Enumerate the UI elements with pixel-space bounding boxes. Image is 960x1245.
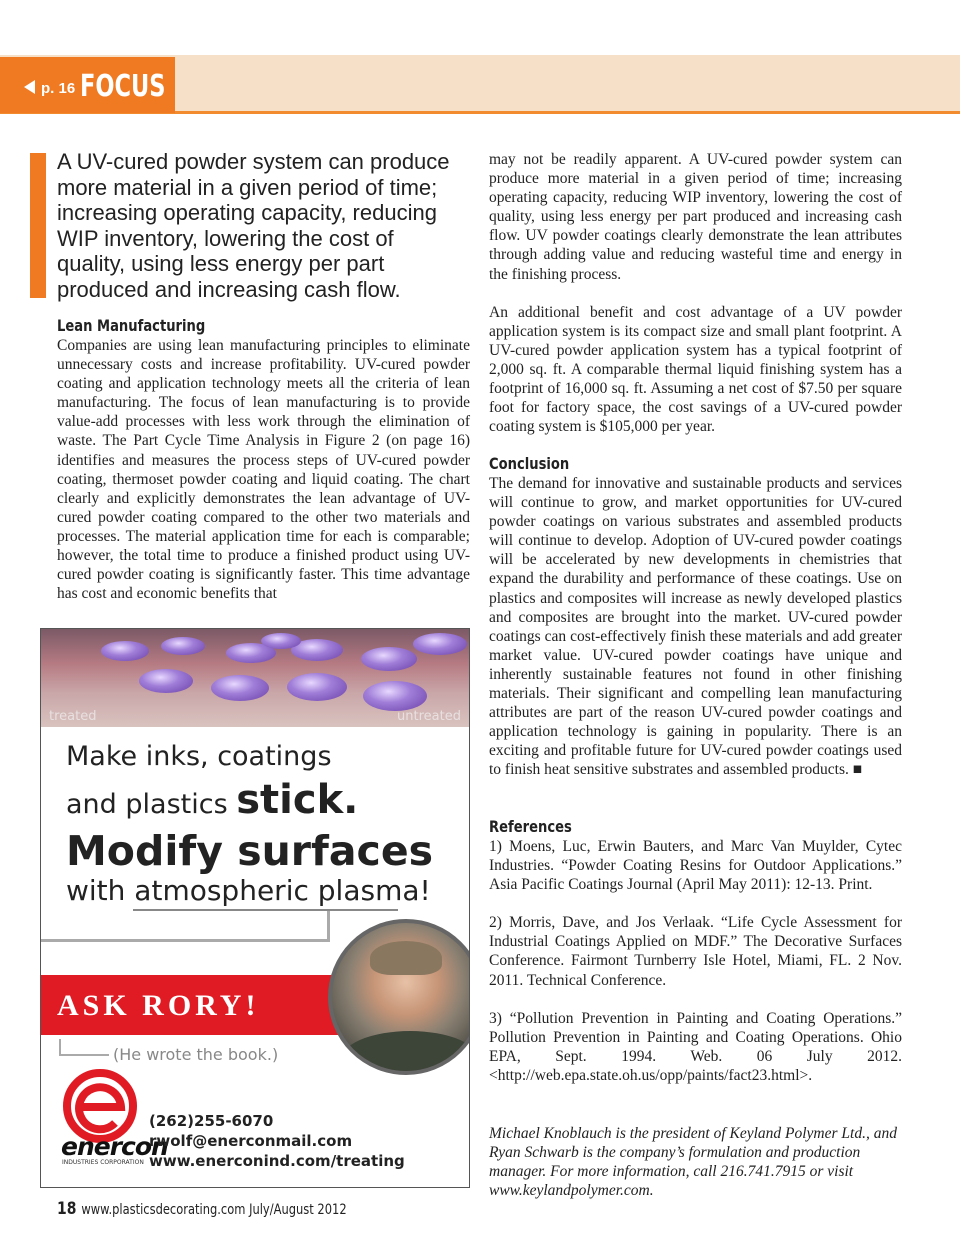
- ad-divider: [41, 939, 329, 942]
- ad-connector: [59, 1039, 61, 1055]
- pull-quote: A UV-cured powder system can produce more material in a given period of time; increasing operating capacity, reducing WIP inventory, lowering the cost of quality, using less energy per part produced and increasing cash flow.: [57, 149, 450, 302]
- footprint-paragraph: An additional benefit and cost advantage of a UV powder application system is its compact size and small plant footprint. A UV-cured powder application system has a typical footprint of 2,000 sq. ft. A comparable thermal liquid finishing system has a footprint of 16,000 sq. ft. Assuming a net cost of $7.50 per square foot for factory space, the cost savings of a UV-cured powder coating system is $105,000 per year.: [489, 303, 902, 436]
- droplet: [413, 633, 467, 655]
- ad-contact-block: [149, 1111, 405, 1171]
- page-footer: [57, 1199, 347, 1219]
- ad-headline-stick: stick.: [236, 777, 359, 823]
- treated-label: treated: [49, 709, 97, 724]
- lean-heading: Lean Manufacturing: [57, 316, 206, 335]
- ad-underline: [133, 909, 398, 911]
- ad-website[interactable]: www.enerconind.com/treating: [149, 1152, 405, 1170]
- lean-paragraph: Companies are using lean manufacturing principles to eliminate unnecessary costs and increase profitability. UV-cured powder coating and application technology meets all the criteria of lean manufacturing. The focus of lean manufacturing is to provide value-add processes with less work through the elimination of waste. The Part Cycle Time Analysis in Figure 2 (on page 16) identifies and measures the process steps of UV-cured powder coating, thermoset powder coating and liquid coating. The chart clearly and explicitly demonstrates the lean advantage of UV-cured powder coating compared to the other two materials and processes. The material application time for each is comparable; however, the total time to produce a finished product using UV-cured powder coating is significantly faster. This time advantage has cost and economic benefits that: [57, 337, 470, 603]
- author-bio: Michael Knoblauch is the president of Keyland Polymer Ltd., and Ryan Schwarb is the company’s formulation and production manager. For more information, call 216.741.7915 or visit www.keylandpolymer.com.: [489, 1125, 897, 1200]
- continued-paragraph: may not be readily apparent. A UV-cured powder system can produce more material in a given period of time; increasing operating capacity, reducing WIP inventory, lowering the cost of quality, using less energy per part produced and increasing cash flow. UV powder coatings clearly demonstrate the lean attributes through adding value and reducing wasteful time and energy in the finishing process.: [489, 151, 902, 283]
- lean-body: [57, 336, 470, 622]
- ad-headline-2: [66, 777, 358, 823]
- ad-headline-4: with atmospheric plasma!: [66, 874, 431, 907]
- droplet: [361, 647, 417, 671]
- back-arrow-icon[interactable]: [24, 80, 35, 94]
- page-reference[interactable]: p. 16: [41, 80, 76, 97]
- ad-headline-3: Modify surfaces: [66, 827, 434, 875]
- ad-headline-2-text: and plastics: [66, 789, 237, 820]
- ad-photo-droplets: [41, 629, 469, 727]
- portrait-photo: [328, 919, 470, 1075]
- ad-email[interactable]: rwolf@enerconmail.com: [149, 1132, 353, 1150]
- right-column-intro: [489, 150, 902, 455]
- ad-wrote-the-book: (He wrote the book.): [113, 1045, 279, 1064]
- untreated-label: untreated: [397, 709, 461, 724]
- references-list: [489, 837, 902, 1104]
- conclusion-heading: Conclusion: [489, 454, 570, 473]
- enercon-subtitle: INDUSTRIES CORPORATION: [62, 1159, 144, 1166]
- portrait-shirt: [340, 1031, 470, 1075]
- conclusion-paragraph: The demand for innovative and sustainable products and services will continue to grow, and market opportunities for UV-cured powder coatings on various substrates and assembled products will continue to develop. Adoption of UV-cured powder coatings will be accelerated by new developments in chemistries that expand the durability and performance of these coatings. Use on plastics and composites will increase as newly developed plastics and composites are brought into the market. UV-cured powder coatings can cost-effectively finish these materials and add greater market value. UV-cured powder coatings have unique and inherently sustainable features not found in other finishing materials. Their significant and compelling lean manufacturing attributes are part of the reason UV-cured powder coatings and application technology is gaining in popularity. There is an exciting and profitable future for UV-cured powder coatings used to finish heat sensitive substrates and assembled products. ■: [489, 475, 902, 779]
- droplet: [261, 633, 301, 649]
- droplet: [161, 637, 205, 655]
- references-heading: References: [489, 817, 572, 836]
- enercon-wordmark: enercon: [61, 1132, 168, 1161]
- reference-item: 1) Moens, Luc, Erwin Bauters, and Marc Van Muylder, Cytec Industries. “Powder Coating Resins for Outdoor Applications.” Asia Pacific Coatings Journal (April May 2011): 12-13. Print.: [489, 838, 902, 894]
- page-number: 18: [57, 1199, 77, 1219]
- section-title: FOCUS: [80, 69, 166, 104]
- droplet: [101, 641, 149, 661]
- droplet: [139, 669, 193, 693]
- reference-item: 2) Morris, Dave, and Jos Verlaak. “Life Cycle Assessment for Industrial Coatings Applied on MDF.” The Decorative Surfaces Conference. Fairmont Turnberry Isle Hotel, Miami, FL. 2 Nov. 2011. Technical Conference.: [489, 914, 902, 989]
- ad-headline-1: Make inks, coatings: [66, 741, 332, 772]
- portrait-hair: [370, 941, 442, 975]
- droplet: [211, 675, 269, 701]
- conclusion-body: [489, 474, 902, 799]
- ad-connector: [59, 1054, 109, 1056]
- pull-quote-bar: [30, 153, 46, 298]
- ad-divider: [327, 911, 330, 942]
- droplet: [363, 681, 427, 711]
- footer-text[interactable]: www.plasticsdecorating.com July/August 2012: [81, 1202, 347, 1218]
- droplet: [287, 673, 347, 701]
- ask-rory-text: ASK RORY!: [57, 989, 260, 1022]
- reference-item: 3) “Pollution Prevention in Painting and Coating Operations.” Pollution Prevention in Painting and Coating Operations. Ohio EPA, Sept. 1994. Web. 06 July 2012. <http://web.epa.state.oh.us/opp/paints/fact23.html>.: [489, 1009, 902, 1084]
- enercon-advertisement[interactable]: [40, 628, 470, 1188]
- ad-phone[interactable]: (262)255-6070: [149, 1112, 274, 1130]
